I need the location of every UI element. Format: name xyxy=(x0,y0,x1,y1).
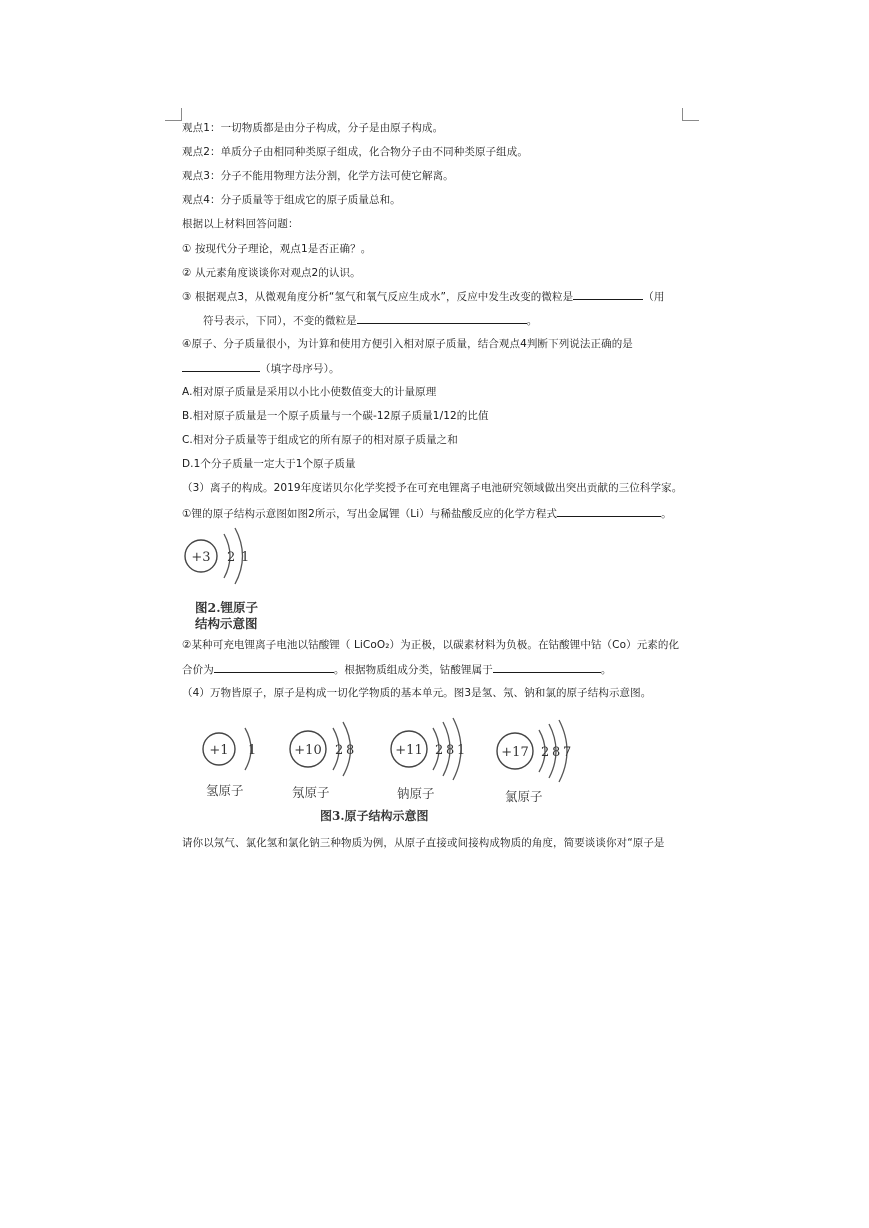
answer-blank-classification[interactable] xyxy=(493,662,601,673)
question-3-line-1 xyxy=(182,289,664,304)
cobalt-question-text-a: 合价为 xyxy=(182,664,214,676)
lithium-shell-1-count: 2 xyxy=(227,550,236,565)
option-d: D.1个分子质量一定大于1个原子质量 xyxy=(182,458,356,470)
figure-2-caption-line-1: 图2.锂原子 xyxy=(195,600,259,615)
viewpoint-3: 观点3：分子不能用物理方法分割，化学方法可使它解离。 xyxy=(182,170,454,182)
neon-shell-2-count: 8 xyxy=(346,743,355,758)
viewpoint-1: 观点1：一切物质都是由分子构成，分子是由原子构成。 xyxy=(182,122,444,134)
hydrogen-label: 氢原子 xyxy=(206,783,244,798)
lithium-shell-2-count: 1 xyxy=(241,550,250,565)
question-3-text-2: 符号表示，下同），不变的微粒是 xyxy=(203,315,357,327)
neon-shell-1-count: 2 xyxy=(335,743,344,758)
answer-blank-valence[interactable] xyxy=(214,662,334,673)
lithium-question-text: ①锂的原子结构示意图如图2所示，写出金属锂（Li）与稀盐酸反应的化学方程式 xyxy=(182,508,558,520)
option-a: A.相对原子质量是采用以小比小使数值变大的计量原理 xyxy=(182,386,437,398)
question-3-text-end: （用 xyxy=(643,291,665,303)
answer-blank-equation[interactable] xyxy=(557,506,661,517)
hydrogen-nucleus-charge: +1 xyxy=(209,743,229,758)
figure-2-caption-line-2: 结构示意图 xyxy=(195,616,258,631)
option-c: C.相对分子质量等于组成它的所有原子的相对原子质量之和 xyxy=(182,434,458,446)
atom-structure-diagrams xyxy=(195,716,585,786)
neon-nucleus-charge: +10 xyxy=(294,743,322,758)
neon-label: 氖原子 xyxy=(292,785,330,800)
cobalt-question-line-1: ②某种可充电锂离子电池以钴酸锂（ LiCoO₂）为正极，以碳素材料为负极。在钴酸锂中钴（Co）元素的化 xyxy=(182,639,680,651)
chlorine-shell-3-count: 7 xyxy=(563,745,572,760)
question-4-line-1: ④原子、分子质量很小，为计算和使用方便引入相对原子质量，结合观点4判断下列说法正确的是 xyxy=(182,338,633,350)
lithium-atom-diagram xyxy=(180,526,260,596)
lithium-question xyxy=(182,506,672,521)
final-question: 请你以氖气、氯化氢和氯化钠三种物质为例，从原子直接或间接构成物质的角度，简要谈谈你对“原子是 xyxy=(182,837,665,849)
answer-blank-correct-option[interactable] xyxy=(182,361,260,372)
chlorine-shell-2-count: 8 xyxy=(552,745,561,760)
viewpoint-2: 观点2：单质分子由相同种类原子组成，化合物分子由不同种类原子组成。 xyxy=(182,146,528,158)
answer-blank-unchanged-particles[interactable] xyxy=(357,313,527,324)
lithium-question-end: 。 xyxy=(661,508,672,520)
question-3-text: ③ 根据观点3，从微观角度分析“氢气和氧气反应生成水”，反应中发生改变的微粒是 xyxy=(182,291,574,303)
question-3-line-2 xyxy=(203,313,537,328)
sodium-label: 钠原子 xyxy=(397,786,435,801)
instructions: 根据以上材料回答问题： xyxy=(182,218,299,230)
hydrogen-atom xyxy=(203,728,256,770)
chlorine-atom xyxy=(497,720,571,782)
sodium-nucleus-charge: +11 xyxy=(395,743,423,758)
page-corner-mark-right xyxy=(682,108,699,121)
sodium-atom xyxy=(391,718,465,780)
question-3-text-2-end: 。 xyxy=(526,315,538,327)
section-4-intro: （4）万物皆原子，原子是构成一切化学物质的基本单元。图3是氢、氖、钠和氯的原子结构示意图。 xyxy=(182,687,652,699)
sodium-shell-2-count: 8 xyxy=(446,743,455,758)
sodium-shell-1-count: 2 xyxy=(435,743,444,758)
cobalt-question-end: 。 xyxy=(600,664,612,676)
cobalt-question-line-2 xyxy=(182,662,611,677)
section-3-intro: （3）离子的构成。2019年度诺贝尔化学奖授予在可充电锂离子电池研究领域做出突出贡献的三位科学家。 xyxy=(182,482,683,494)
sodium-shell-3-count: 1 xyxy=(457,743,466,758)
hydrogen-shell-1-count: 1 xyxy=(248,743,257,758)
figure-3-caption: 图3.原子结构示意图 xyxy=(320,809,429,823)
chlorine-nucleus-charge: +17 xyxy=(501,745,529,760)
chlorine-shell-1-count: 2 xyxy=(541,745,550,760)
question-2: ② 从元素角度谈谈你对观点2的认识。 xyxy=(182,267,361,279)
chlorine-label: 氯原子 xyxy=(505,789,543,804)
viewpoint-4: 观点4：分子质量等于组成它的原子质量总和。 xyxy=(182,194,401,206)
answer-blank-changed-particles[interactable] xyxy=(573,289,643,300)
neon-atom xyxy=(290,722,354,776)
cobalt-question-text-b: 。根据物质组成分类，钴酸锂属于 xyxy=(333,664,493,676)
question-4-line-2 xyxy=(182,361,340,376)
page-corner-mark-left xyxy=(165,108,182,121)
lithium-nucleus-charge: +3 xyxy=(191,550,211,565)
question-4-text-end: （填字母序号）。 xyxy=(260,363,340,375)
option-b: B.相对原子质量是一个原子质量与一个碳-12原子质量1/12的比值 xyxy=(182,410,489,422)
question-1: ① 按现代分子理论，观点1是否正确？。 xyxy=(182,243,372,255)
